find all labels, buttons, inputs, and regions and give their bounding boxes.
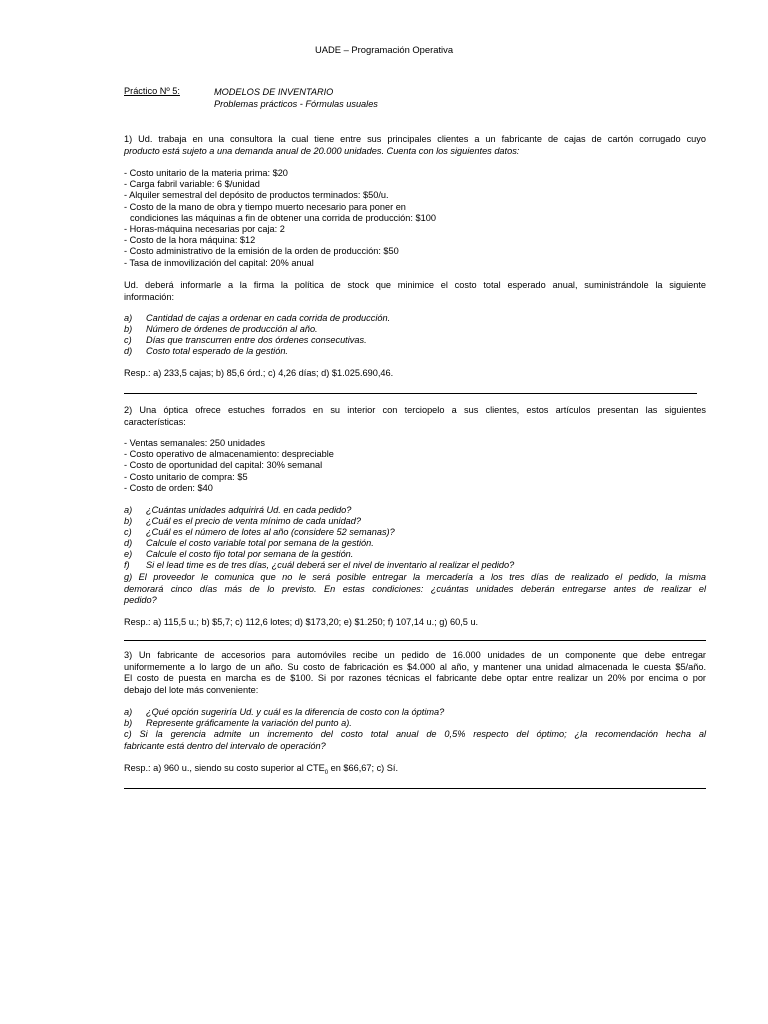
list-item: a) Cantidad de cajas a ordenar en cada corrida de producción. — [124, 313, 391, 323]
list-item: - Costo administrativo de la emisión de la orden de producción: $50 — [124, 246, 399, 257]
list-item: d) Calcule el costo variable total por semana de la gestión. — [124, 538, 374, 548]
problem-1-answer: Resp.: a) 233,5 cajas; b) 85,6 órd.; c) 4,26 días; d) $1.025.690,46. — [124, 368, 394, 378]
list-item: - Costo operativo de almacenamiento: despreciable — [124, 449, 334, 460]
list-item: - Costo de la mano de obra y tiempo muerto necesario para poner en — [124, 201, 406, 212]
problem-1-intro: 1) Ud. trabaja en una consultora la cual tiene entre sus principales clientes a un fabricante de cajas de cartón corrugado cuyo producto está sujeto a una demanda anual de 20.000 unidades. Cuenta con los siguientes datos: — [124, 134, 706, 156]
page-header: UADE – Programación Operativa — [314, 44, 454, 55]
list-item: b) Número de órdenes de producción al año. — [124, 324, 318, 334]
list-item: - Horas-máquina necesarias por caja: 2 — [124, 224, 285, 235]
list-item: f) Si el lead time es de tres días, ¿cuál deberá ser el nivel de inventario al realizar el pedido? — [124, 560, 515, 570]
problem-3-question-c: c) Si la gerencia admite un incremento del costo total anual de 0,5% respecto del óptimo; ¿la recomendación hecha al fabricante está dentro del intervalo de operación? — [124, 729, 706, 751]
list-item: a) ¿Qué opción sugeriría Ud. y cuál es la diferencia de costo con la óptima? — [124, 707, 445, 717]
list-item: - Costo de orden: $40 — [124, 482, 213, 493]
list-item: condiciones las máquinas a fin de obtener una corrida de producción: $100 — [130, 212, 436, 223]
list-item: a) ¿Cuántas unidades adquirirá Ud. en cada pedido? — [124, 505, 352, 515]
divider — [124, 788, 706, 789]
practice-subtitle: Problemas prácticos - Fórmulas usuales — [214, 99, 378, 109]
list-item: d) Costo total esperado de la gestión. — [124, 346, 288, 356]
problem-3-questions — [124, 707, 706, 729]
list-item: - Costo unitario de la materia prima: $20 — [124, 168, 288, 178]
problem-2-question-g: g) El proveedor le comunica que no le será posible entregar la mercadería a los tres días de realizado el pedido, la misma demorará cinco días más de lo previsto. En estas condiciones: ¿cuántas unidades deberán entregarse antes de realizar el pedido? — [124, 572, 706, 605]
practice-title — [124, 86, 378, 110]
problem-1-task: Ud. deberá informarle a la firma la política de stock que minimice el costo total esperado anual, suministrándole la siguiente información: — [124, 280, 706, 302]
problem-2-answer: Resp.: a) 115,5 u.; b) $5,7; c) 112,6 lotes; d) $173,20; e) $1.250; f) 107,14 u.; g) 60,5 u. — [124, 617, 479, 627]
divider — [124, 393, 697, 394]
problem-1-data-list — [124, 168, 706, 269]
problem-1-questions — [124, 313, 706, 357]
list-item: - Ventas semanales: 250 unidades — [124, 438, 265, 448]
problem-2-intro: 2) Una óptica ofrece estuches forrados en su interior con terciopelo a sus clientes, estos artículos presentan las siguientes características: — [124, 405, 706, 427]
list-item: - Costo unitario de compra: $5 — [124, 471, 248, 482]
list-item: - Costo de oportunidad del capital: 30% semanal — [124, 460, 323, 471]
problem-2-questions — [124, 505, 706, 571]
list-item: b) Represente gráficamente la variación del punto a). — [124, 718, 352, 728]
problem-2-data-list — [124, 438, 706, 494]
practice-number: Práctico Nº 5: — [124, 86, 180, 96]
list-item: e) Calcule el costo fijo total por semana de la gestión. — [124, 549, 354, 559]
practice-topic: MODELOS DE INVENTARIO — [214, 87, 334, 97]
problem-3-answer: Resp.: a) 960 u., siendo su costo superior al $CTE_0$ en $66,67; c) Sí. — [124, 763, 399, 776]
list-item: c) Días que transcurren entre dos órdenes consecutivas. — [124, 335, 367, 345]
list-item: b) ¿Cuál es el precio de venta mínimo de cada unidad? — [124, 516, 362, 526]
list-item: - Alquiler semestral del depósito de productos terminados: $50/u. — [124, 190, 389, 201]
list-item: - Carga fabril variable: 6 $/unidad — [124, 179, 260, 190]
divider — [124, 640, 706, 641]
list-item: c) ¿Cuál es el número de lotes al año (considere 52 semanas)? — [124, 527, 395, 537]
list-item: - Costo de la hora máquina: $12 — [124, 235, 256, 246]
list-item: - Tasa de inmovilización del capital: 20% anual — [124, 257, 314, 268]
problem-3-intro: 3) Un fabricante de accesorios para automóviles recibe un pedido de 16.000 unidades de un componente que debe entregar uniformemente a lo largo de un año. Su costo de fabricación es $4.000 al año, y mantener una unidad almacenada le cuesta $5/año. El costo de puesta en marcha es de $100. Si por razones técnicas el fabricante debe optar entre realizar un 20% por encima o por debajo del lote más conveniente: — [124, 650, 706, 695]
